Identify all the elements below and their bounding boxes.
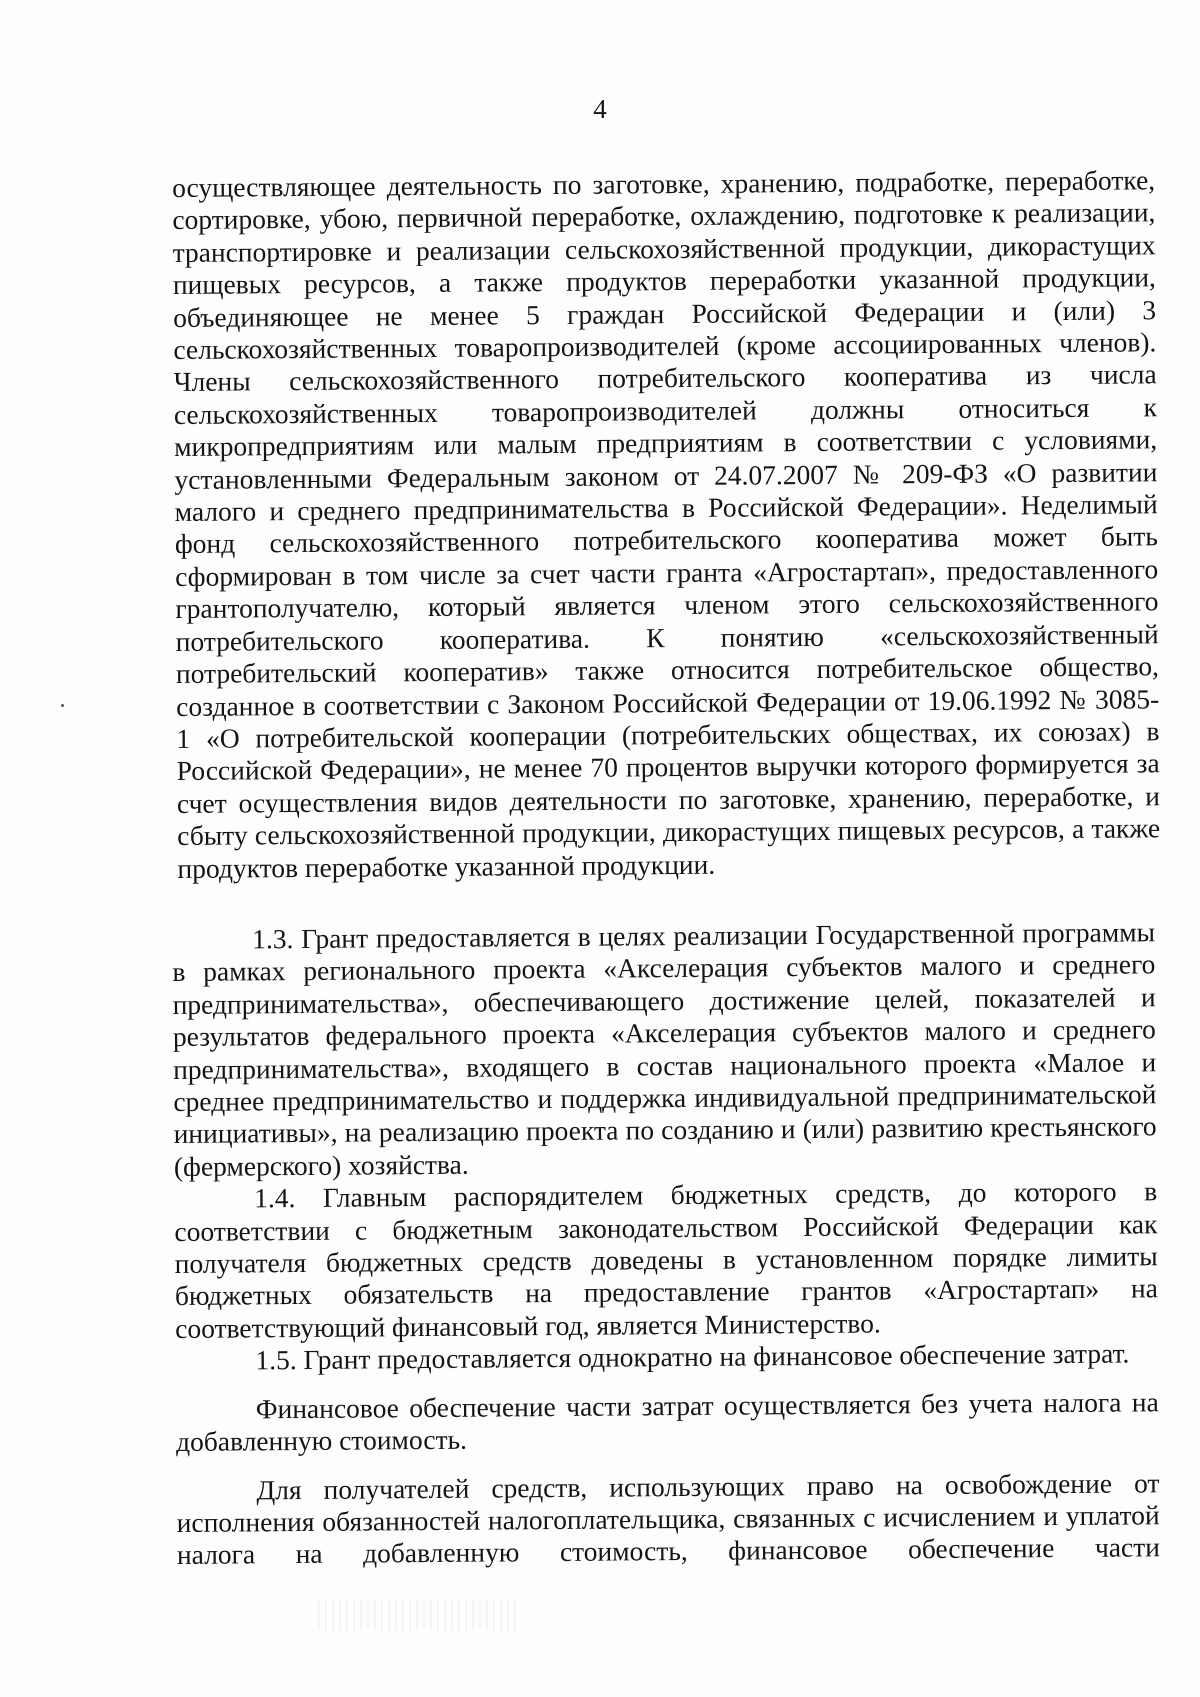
- scan-smudge: [318, 1600, 518, 1630]
- paragraph-1-5: 1.5. Грант предоставляется однократно на финансовое обеспечение затрат.: [255, 1337, 1130, 1376]
- paragraph-cooperative-definition: осуществляющее деятельность по заготовке, хранению, подработке, переработке, сортировке, убою, первичной переработке, охлаждению, подготовке к реализации, транспортировке и реализации сельскохозяйственной продукции, дикорастущих пищевых ресурсов, а также продуктов переработки указанной продукции, объединяющее не менее 5 граждан Российской Федерации и (или) 3 сельскохозяйственных товаропроизводителей (кроме ассоциированных членов). Члены сельскохозяйственного потребительского кооператива из числа сельскохозяйственных товаропроизводителей должны относиться к микропредприятиям или малым предприятиям в соответствии с условиями, установленными Федеральным законом от 24.07.2007 № 209-ФЗ «О развитии малого и среднего предпринимательства в Российской Федерации». Неделимый фонд сельскохозяйственного потребительского кооператива может быть сформирован в том числе за счет части гранта «Агростартап», предоставленного грантополучателю, который является членом этого сельскохозяйственного потребительского кооператива. К понятию «сельскохозяйственный потребительский кооператив» также относится потребительское общество, созданное в соответствии с Законом Российской Федерации от 19.06.1992 № 3085-1 «О потребительской кооперации (потребительских обществах, их союзах) в Российской Федерации», не менее 70 процентов выручки которого формируется за счет осуществления видов деятельности по заготовке, хранению, переработке, и сбыту сельскохозяйственной продукции, дикорастущих пищевых ресурсов, а также продуктов переработке указанной продукции.: [172, 164, 1161, 884]
- paragraph-vat-exemption: Для получателей средств, использующих право на освобождение от исполнения обязанностей налогоплательщика, связанных с исчислением и уплатой налога на добавленную стоимость, финансовое обеспечение части: [176, 1466, 1161, 1571]
- scan-speck: [61, 704, 64, 707]
- paragraph-1-3: 1.3. Грант предоставляется в целях реализации Государственной программы в рамках регионального проекта «Акселерация субъектов малого и среднего предпринимательства», обеспечивающего достижение целей, показателей и результатов федерального проекта «Акселерация субъектов малого и среднего предпринимательства», входящего в состав национального проекта «Малое и среднее предпринимательство и поддержка индивидуальной предпринимательской инициативы», на реализацию проекта по созданию и (или) развитию крестьянского (фермерского) хозяйства.: [172, 916, 1157, 1182]
- paragraph-1-4: 1.4. Главным распорядителем бюджетных средств, до которого в соответствии с бюджетным законодательством Российской Федерации как получателя бюджетных средств доведены в установленном порядке лимиты бюджетных обязательств на предоставление грантов «Агростартап» на соответствующий финансовый год, является Министерство.: [174, 1175, 1159, 1344]
- page-number: 4: [593, 94, 607, 124]
- paragraph-vat-exclusion: Финансовое обеспечение части затрат осуществляется без учета налога на добавленную стоимость.: [175, 1385, 1159, 1458]
- body-text-bottom: [172, 916, 1160, 1571]
- body-text-top: [172, 164, 1161, 885]
